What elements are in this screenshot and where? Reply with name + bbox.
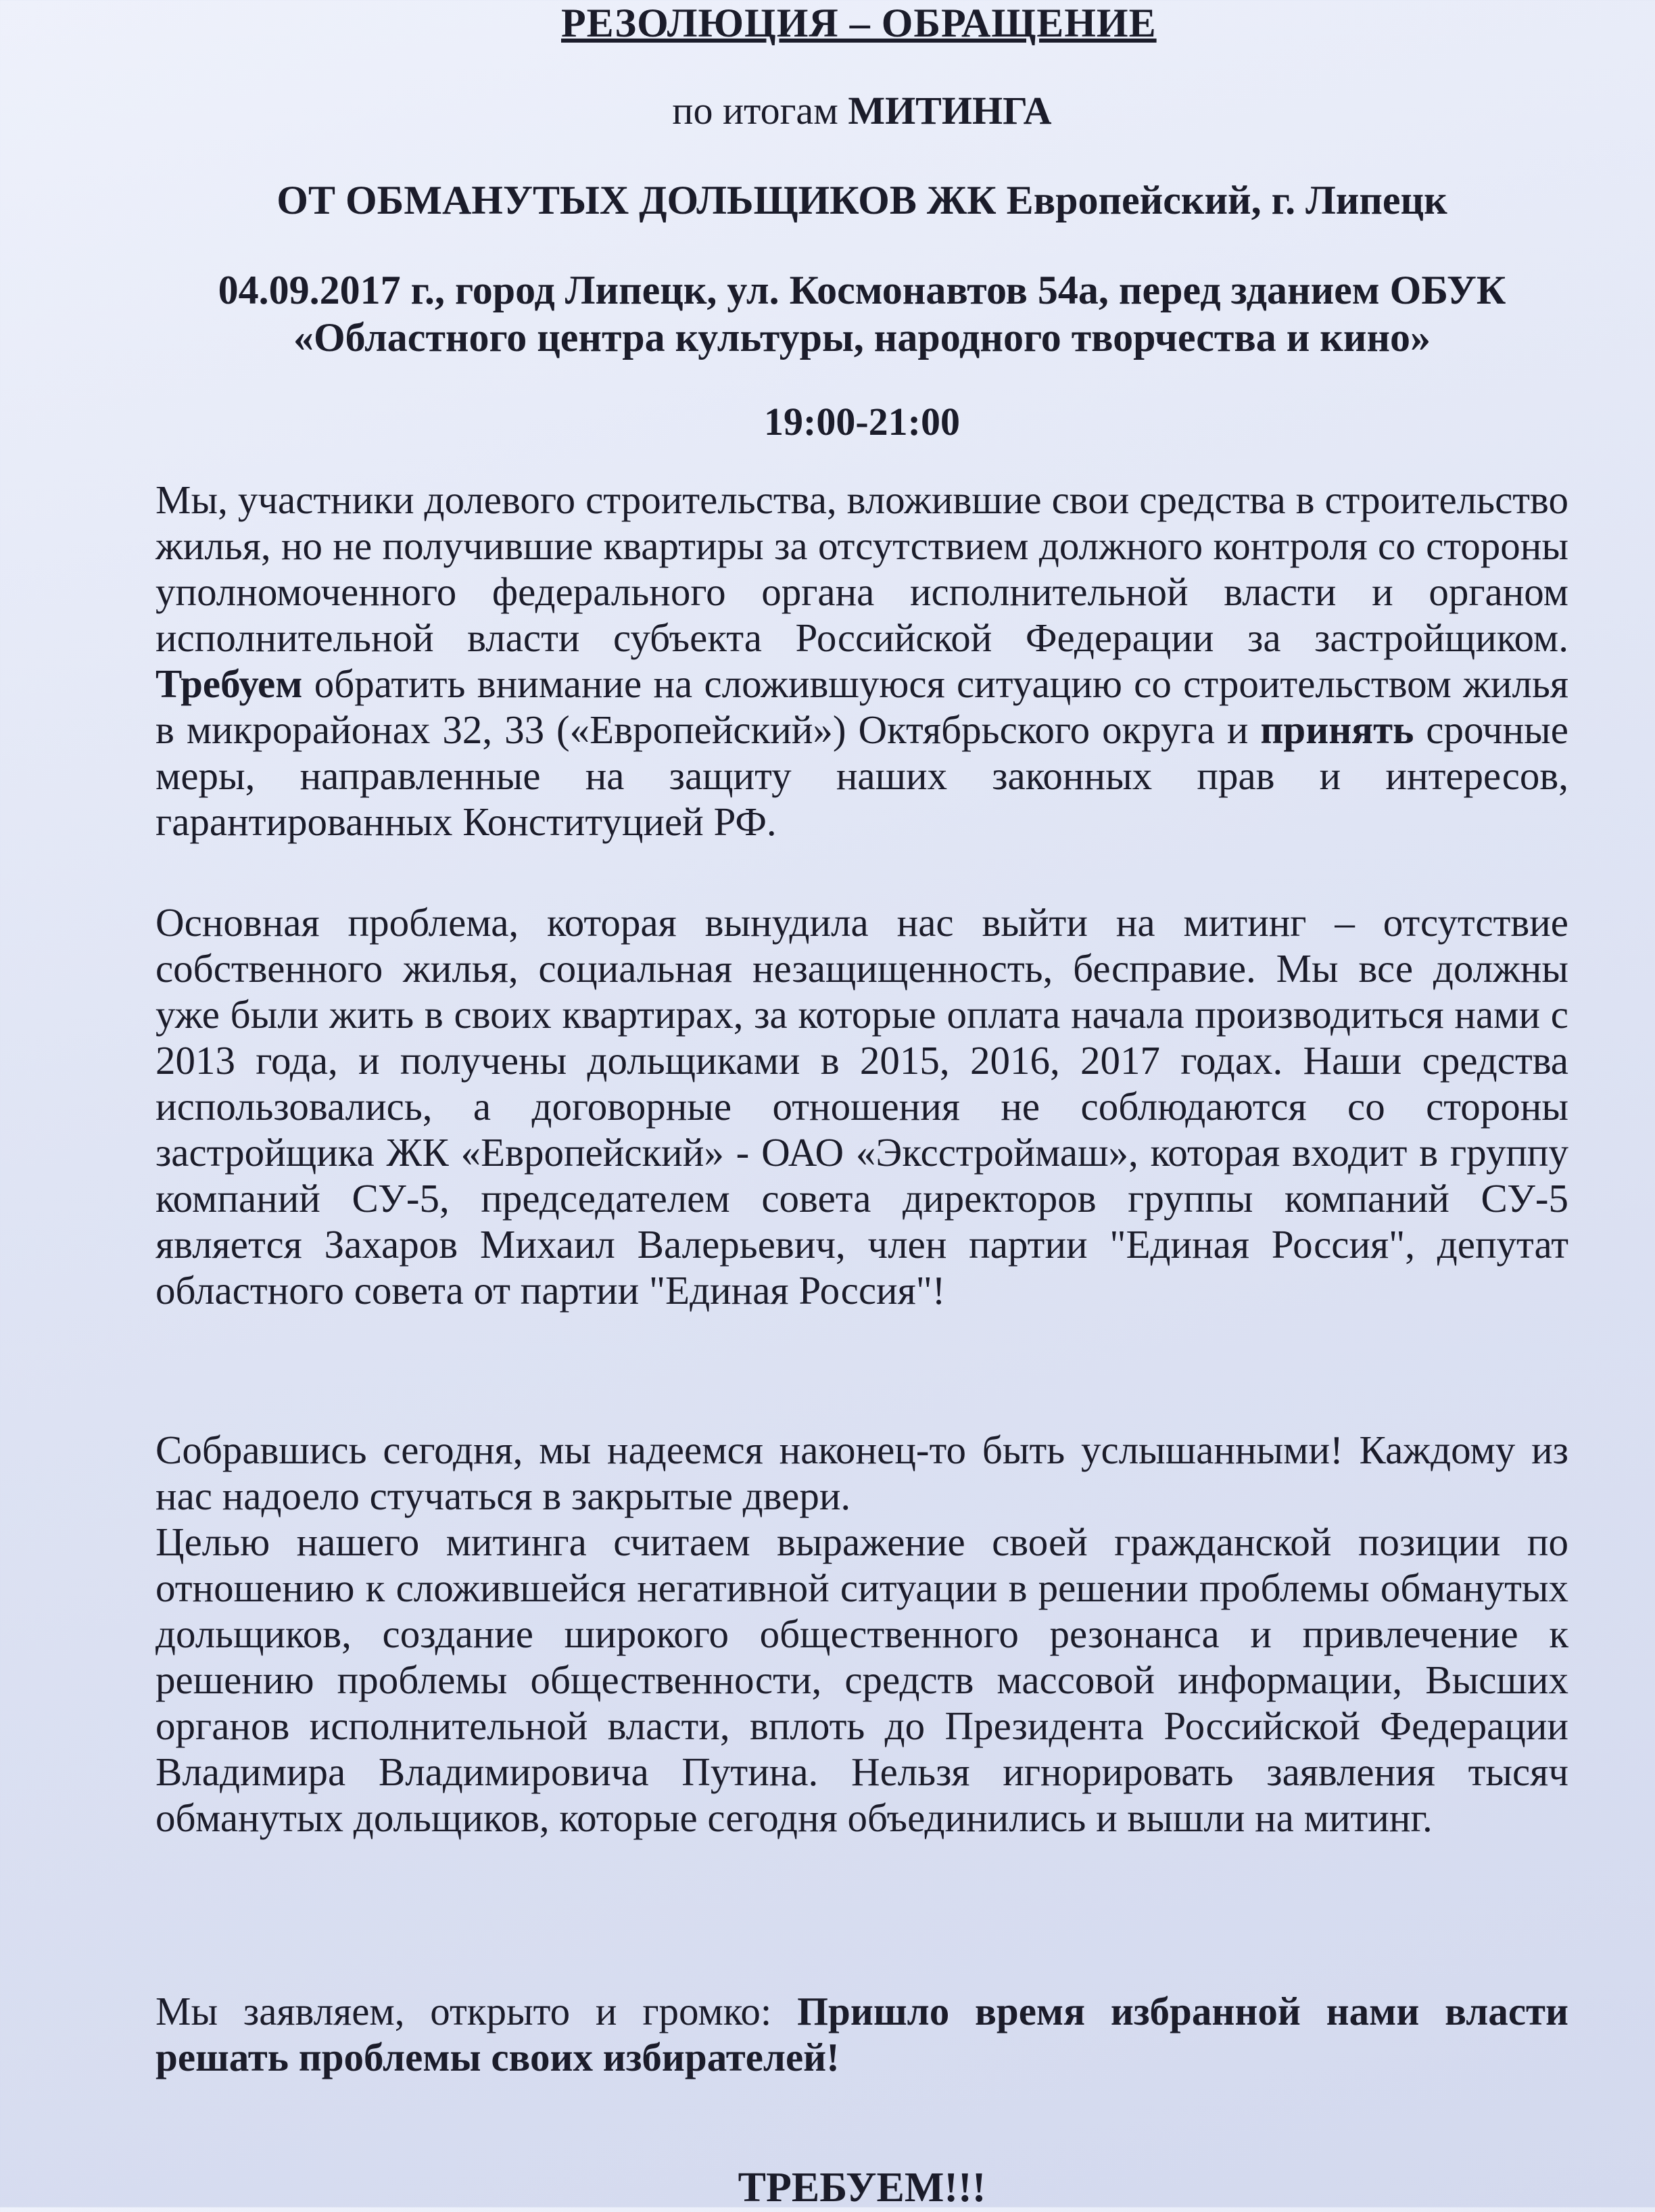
document-title: РЕЗОЛЮЦИЯ – ОБРАЩЕНИЕ [561, 1, 1157, 45]
p3-line-b: Целью нашего митинга считаем выражение своей гражданской позиции по отношению к сложившейся негативной ситуации в решении проблемы обманутых дольщиков, создание широкого общественного резонанса и привлечение к решению проблемы общественности, средств массовой информации, Высших органов исполнительной власти, вплоть до Президента Российской Федерации Владимира Владимировича Путина. Нельзя игнорировать заявления тысяч обманутых дольщиков, которые сегодня объединились и вышли на митинг. [155, 1520, 1568, 1840]
paragraph-1 [155, 477, 1568, 845]
paragraph-3 [155, 1427, 1568, 1841]
paragraph-4 [155, 1988, 1568, 2080]
document-page [135, 0, 1589, 2211]
paragraph-2: Основная проблема, которая вынудила нас выйти на митинг – отсутствие собственного жилья, социальная незащищенность, бесправие. Мы все должны уже были жить в своих квартирах, за которые оплата начала производиться нами с 2013 года, и получены дольщиками в 2015, 2016, 2017 годах. Наши средства использовались, а договорные отношения не соблюдаются со стороны застройщика ЖК «Европейский» - ОАО «Эксстроймаш», которая входит в группу компаний СУ-5, председателем совета директоров группы компаний СУ-5 является Захаров Михаил Валерьевич, член партии "Единая Россия", депутат областного совета от партии "Единая Россия"! [155, 900, 1568, 1313]
document-subtitle [135, 88, 1589, 133]
p3-line-a: Собравшись сегодня, мы надеемся наконец-то быть услышанными! Каждому из нас надоело стучаться в закрытые двери. [155, 1428, 1568, 1518]
p1-text-a: Мы, участники долевого строительства, вложившие свои средства в строительство жилья, но не получившие квартиры за отсутствием должного контроля со стороны уполномоченного федерального органа исполнительной власти и органом исполнительной власти субъекта Российской Федерации за застройщиком. [155, 477, 1568, 660]
organizer-line: ОТ ОБМАНУТЫХ ДОЛЬЩИКОВ ЖК Европейский, г. Липецк [277, 178, 1447, 222]
venue-line: «Областного центра культуры, народного творчества и кино» [293, 315, 1431, 360]
p1-bold-demand: Требуем [155, 661, 303, 706]
p1-text-c: обратить внимание на сложившуюся ситуацию со строительством жилья в микрорайонах 32, 33 («Европейский») Октябрьского округа и [155, 661, 1568, 752]
p1-bold-accept: принять [1260, 707, 1414, 752]
p1-text-e: срочные меры, направленные на защиту наших законных прав и интересов, гарантированных Конституцией РФ. [155, 707, 1568, 844]
subtitle-prefix: по итогам [672, 89, 838, 133]
subtitle-main: МИТИНГА [848, 89, 1052, 133]
date-location-line: 04.09.2017 г., город Липецк, ул. Космонавтов 54а, перед зданием ОБУК [218, 268, 1506, 312]
p4-text-a: Мы заявляем, открыто и громко: [155, 1989, 798, 2033]
demand-heading: ТРЕБУЕМ!!! [738, 2165, 986, 2211]
p4-bold-statement: Пришло время избранной нами власти решать проблемы своих избирателей! [155, 1989, 1568, 2079]
event-time: 19:00-21:00 [764, 400, 960, 444]
